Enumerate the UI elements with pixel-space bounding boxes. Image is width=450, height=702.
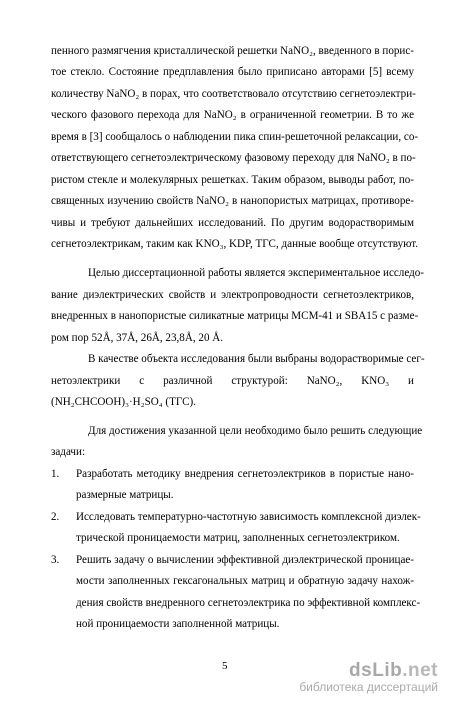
text-line: (NH₂CHCOOH)₃·H₂SO₄ (ТГС). [51, 396, 196, 408]
watermark-logo: dsLib.net [349, 660, 438, 681]
text-line: ной проницаемости заполненной матрицы. [76, 618, 280, 630]
page-number: 5 [222, 660, 228, 672]
text-line: задачи: [51, 446, 86, 458]
text-line: В качестве объекта исследования были выбраны водорастворимые сег- [88, 353, 425, 365]
list-marker: 1. [51, 468, 60, 480]
text-line: внедренных в нанопористые силикатные матрицы МСМ-41 и SBA15 с разме- [51, 310, 419, 322]
text-line: ответствующего сегнетоэлектрическому фазовому переходу для NaNO₂ в по- [51, 152, 416, 164]
text-line: чивы и требуют дальнейших исследований. По другим водорастворимым [51, 217, 414, 229]
text-line: Разработать методику внедрения сегнетоэлектриков в пористые нано- [76, 468, 414, 480]
text-line: священных изучению свойств NaNO₂ в нанопористых матрицах, противоре- [51, 195, 414, 207]
text-line: дения свойств внедренного сегнетоэлектрика по эффективной комплекс- [76, 597, 421, 609]
text-line: тое стекло. Состояние предплавления было приписано авторами [5] всему [51, 66, 414, 78]
text-line: мости заполненных гексагональных матриц и обратную задачу нахож- [76, 575, 414, 587]
text-line: нетоэлектрики с различной структурой: NaNO₂, KNO₃ и [51, 375, 414, 387]
text-line: время в [3] сообщалось о наблюдении пика спин-решеточной релаксации, со- [51, 131, 419, 143]
text-line: размерные матрицы. [76, 489, 174, 501]
list-marker: 2. [51, 511, 60, 523]
text-line: сегнетоэлектрикам, таким как KNO₃, KDP, ТГС, данные вообще отсутствуют. [51, 238, 419, 250]
text-line: ром пор 52Å, 37Å, 26Å, 23,8Å, 20 Å. [51, 332, 224, 344]
list-marker: 3. [51, 554, 60, 566]
text-line: Исследовать температурно-частотную зависимость комплексной диэлек- [76, 511, 421, 523]
text-line: ческого фазового перехода для NaNO₂ в ограниченной геометрии. В то же [51, 109, 414, 121]
text-line: количеству NaNO₂ в порах, что соответствовало отсутствию сегнетоэлектри- [51, 88, 416, 100]
watermark [299, 660, 438, 694]
text-line: Для достижения указанной цели необходимо было решить следующие [88, 425, 423, 437]
text-line: пенного размягчения кристаллической решетки NaNO₂, введенного в порис- [51, 45, 414, 57]
text-line: ристом стекле и молекулярных решетках. Таким образом, выводы работ, по- [51, 174, 414, 186]
text-line: Решить задачу о вычислении эффективной диэлектрической проницае- [76, 554, 414, 566]
text-line: вание диэлектрических свойств и электропроводности сегнетоэлектриков, [51, 289, 414, 301]
text-line: Целью диссертационной работы является экспериментальное исследо- [88, 267, 424, 279]
watermark-subtitle: библиотека диссертаций [299, 680, 438, 694]
text-line: трической проницаемости матриц, заполненных сегнетоэлектриком. [76, 532, 400, 544]
